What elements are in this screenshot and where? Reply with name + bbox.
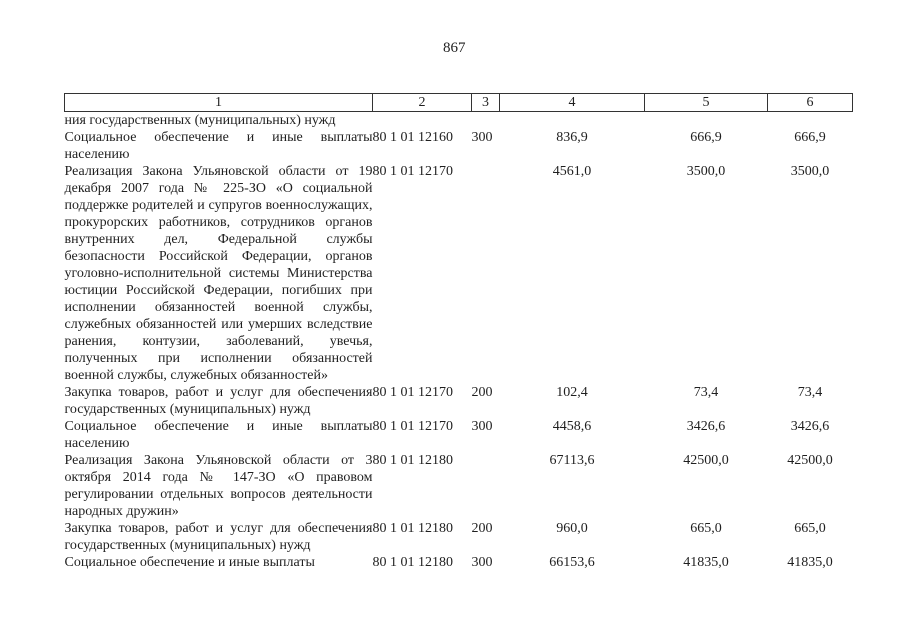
row-type: 300 xyxy=(471,130,493,145)
budget-table xyxy=(64,93,853,571)
row-code: 80 1 01 12160 xyxy=(372,130,453,145)
row-value-5 xyxy=(645,112,768,130)
row-value-4: 66153,6 xyxy=(549,555,595,570)
row-code xyxy=(373,112,472,130)
table-row xyxy=(65,163,853,384)
row-name: Социальное обеспечение и иные выплаты населению xyxy=(64,130,373,162)
header-col-1: 1 xyxy=(65,94,373,112)
row-value-5: 665,0 xyxy=(690,521,722,536)
row-name: Закупка товаров, работ и услуг для обеспечения государственных (муниципальных) нужд xyxy=(64,521,373,553)
row-value-4 xyxy=(500,112,645,130)
table-row xyxy=(65,452,853,520)
table-row xyxy=(65,129,853,163)
row-value-4: 4458,6 xyxy=(552,419,592,434)
row-type: 300 xyxy=(471,555,493,570)
row-type xyxy=(472,163,500,384)
row-type: 200 xyxy=(471,385,493,400)
table-row xyxy=(65,418,853,452)
row-name: Социальное обеспечение и иные выплаты населению xyxy=(64,419,373,451)
row-code: 80 1 01 12170 xyxy=(372,164,453,179)
row-value-6: 3500,0 xyxy=(790,164,830,179)
row-value-5: 3426,6 xyxy=(686,419,726,434)
row-name: ния государственных (муниципальных) нужд xyxy=(64,113,336,128)
row-code: 80 1 01 12170 xyxy=(372,385,453,400)
table-row xyxy=(65,112,853,130)
header-col-5: 5 xyxy=(645,94,768,112)
row-code: 80 1 01 12180 xyxy=(372,453,453,468)
row-type xyxy=(472,112,500,130)
row-name: Закупка товаров, работ и услуг для обеспечения государственных (муниципальных) нужд xyxy=(64,385,373,417)
row-code: 80 1 01 12170 xyxy=(372,419,453,434)
row-name: Социальное обеспечение и иные выплаты xyxy=(64,555,315,570)
header-col-4: 4 xyxy=(500,94,645,112)
table-row xyxy=(65,384,853,418)
table-row xyxy=(65,554,853,571)
row-type: 300 xyxy=(471,419,493,434)
table-header-row xyxy=(65,94,853,112)
row-value-6: 3426,6 xyxy=(790,419,830,434)
row-type: 200 xyxy=(471,521,493,536)
row-value-5: 41835,0 xyxy=(683,555,729,570)
row-name: Реализация Закона Ульяновской области от 19 декабря 2007 года № 225-ЗО «О социальной поддержке родителей и супругов военнослужащих, прокурорских работников, сотрудников органов внутренних дел, Федеральной службы безопасности Российской Федерации, органов уголовно-исполнительной системы Министерства юстиции Российской Федерации, погибших при исполнении обязанностей военной службы, служебных обязанностей или умерших вследствие ранения, контузии, заболеваний, увечья, полученных при исполнении обязанностей военной службы, служебных обязанностей» xyxy=(64,164,373,383)
row-value-4: 102,4 xyxy=(556,385,588,400)
row-value-5: 42500,0 xyxy=(683,453,729,468)
row-value-6: 42500,0 xyxy=(787,453,833,468)
page-number: 867 xyxy=(443,40,466,56)
row-value-5: 73,4 xyxy=(693,385,719,400)
row-name: Реализация Закона Ульяновской области от 3 октября 2014 года № 147-ЗО «О правовом регулировании отдельных вопросов деятельности народных дружин» xyxy=(64,453,373,519)
row-value-6: 41835,0 xyxy=(787,555,833,570)
row-code: 80 1 01 12180 xyxy=(372,555,453,570)
row-value-4: 836,9 xyxy=(556,130,588,145)
row-value-5: 666,9 xyxy=(690,130,722,145)
header-col-3: 3 xyxy=(472,94,500,112)
header-col-6: 6 xyxy=(768,94,853,112)
row-value-4: 960,0 xyxy=(556,521,588,536)
table-row xyxy=(65,520,853,554)
row-value-5: 3500,0 xyxy=(686,164,726,179)
row-type xyxy=(472,452,500,520)
row-value-6 xyxy=(768,112,853,130)
header-col-2: 2 xyxy=(373,94,472,112)
row-value-4: 67113,6 xyxy=(549,453,595,468)
row-value-6: 666,9 xyxy=(794,130,826,145)
row-code: 80 1 01 12180 xyxy=(372,521,453,536)
row-value-6: 665,0 xyxy=(794,521,826,536)
row-value-4: 4561,0 xyxy=(552,164,592,179)
row-value-6: 73,4 xyxy=(797,385,823,400)
